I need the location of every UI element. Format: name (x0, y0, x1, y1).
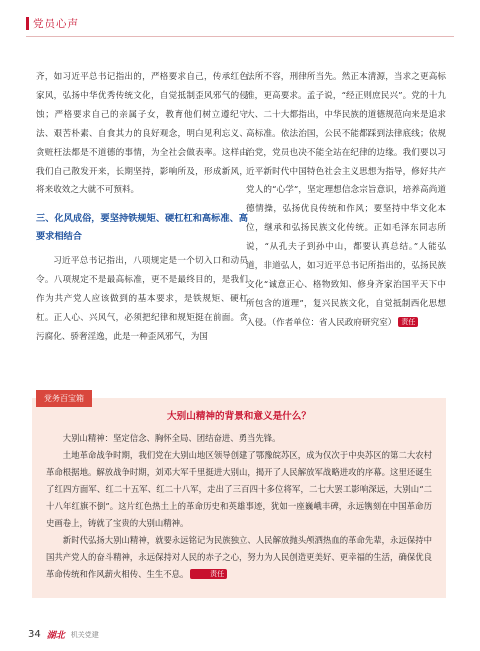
right-column (246, 68, 446, 333)
box-paragraph-3-text: 新时代弘扬大别山精神，就要永远铭记为民族独立、人民解放抛头颅洒热血的革命先辈，永远保持中国共产党人的奋斗精神，永远保持对人民的赤子之心，努力为人民创造更美好、更幸福的生活，确保优良革命传统和作风薪火相传、生生不息。 (46, 535, 432, 579)
box-label: 党务百宝箱 (36, 390, 92, 407)
header-accent-bar (26, 17, 29, 30)
box-paragraph-3 (46, 532, 432, 583)
party-tips-box (32, 394, 446, 598)
right-paragraph-1 (246, 68, 446, 333)
left-paragraph-2: 习近平总书记指出，八项规定是一个切入口和动员令。八项规定不是最高标准，更不是最终目的，是我们作为共产党人应该做到的基本要求，是铁规矩、硬杠杠。正人心、兴风气，必须把纪律和规矩挺在前面。贪污腐化、骄奢淫逸，此是一种歪风邪气，为国 (36, 256, 248, 342)
section-heading: 三、化风成俗，要坚持铁规矩、硬杠杠和高标准、高要求相结合 (36, 213, 248, 243)
section-title: 党员心声 (33, 18, 79, 30)
magazine-logo: 湖北 (46, 631, 65, 641)
page-number: 34 (28, 629, 41, 640)
header-rule (26, 36, 454, 37)
right-paragraph-text: 法所不容，刑律所当先。然正本清源，当求之更高标准，更高要求。孟子说，“经正则庶民兴”。党的十九大、二十大都指出，中华民族的道德规范向来是追求高标准。依法治国，公民不能都踩到法律底线；依规治党，党员也决不能全站在纪律的边缘。我们要以习近平新时代中国特色社会主义思想为指导，修好共产党人的“心学”，坚定理想信念宗旨意识，培养高尚道德情操，弘扬优良传统和作风；要坚持中华文化本位，继承和弘扬民族文化传统。正如毛泽东同志所说，“从孔夫子到孙中山，都要认真总结。”人能弘道，非道弘人，如习近平总书记所指出的，弘扬民族文化“诚意正心、格物致知、修身齐家治国平天下中所包含的道理”，复兴民族文化，自觉抵制西化思想入侵。（作者单位：省人民政府研究室） (246, 72, 446, 328)
box-body (46, 430, 432, 583)
page-footer (28, 628, 99, 641)
magazine-subtitle: 机关党建 (70, 630, 99, 639)
box-end-mark-tag: 责任 (190, 569, 227, 579)
end-mark-tag: 责任 (398, 317, 418, 327)
left-column (36, 68, 248, 347)
box-paragraph-2: 土地革命战争时期，我们党在大别山地区领导创建了鄂豫皖苏区，成为仅次于中央苏区的第二大农村革命根据地。解放战争时期，刘邓大军千里挺进大别山，揭开了人民解放军战略进攻的序幕。这里还诞生了红四方面军、红二十五军、红二十八军，走出了三百四十多位将军，二七大罢工影响深远，大别山“二十八年红旗不倒”。这片红色热土上的革命历史和英雄事迹，犹如一座巍峨丰碑，永远镌刻在中国革命历史画卷上，铸就了宝贵的大别山精神。 (46, 450, 432, 528)
box-title: 大别山精神的背景和意义是什么？ (167, 411, 311, 422)
left-paragraph-1: 齐，如习近平总书记指出的，严格要求自己，传承红色家风，弘扬中华优秀传统文化，自觉抵制歪风邪气的侵蚀；严格要求自己的亲属子女，教育他们树立遵纪守法、艰苦朴素、自食其力的良好观念，明白见利忘义、贪赃枉法都是不道德的事情，为全社会做表率。这样由我们自己散发开来，长期坚持，影响所及，形成新风，将来收效之大就不可预料。 (36, 72, 248, 196)
section-header (26, 16, 79, 31)
box-paragraph-1: 大别山精神：坚定信念、胸怀全局、团结奋进、勇当先锋。 (62, 433, 281, 443)
